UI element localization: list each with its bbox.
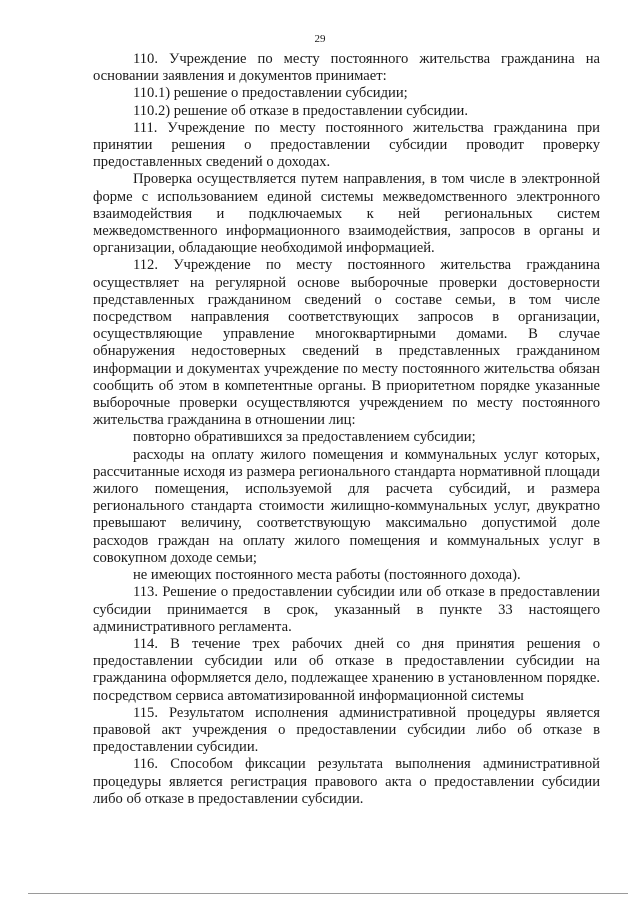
paragraph-114: 114. В течение трех рабочих дней со дня принятия решения о предоставлении субсидии или об отказе в предоставлении субсидии на гражданина оформляется дело, подлежащее хранению в установленном порядке. посредством сервиса автоматизированной информационной системы <box>93 635 600 704</box>
document-body <box>93 51 600 808</box>
paragraph-112-item-expenses: расходы на оплату жилого помещения и коммунальных услуг которых, рассчитанные исходя из размера регионального стандарта нормативной площади жилого помещения, используемой для расчета субсидий, и размера регионального стандарта стоимости жилищно-коммунальных услуг, двукратно превышают величину, соответствующую максимально допустимой доле расходов граждан на оплату жилого помещения и коммунальных услуг в совокупном доходе семьи; <box>93 446 600 566</box>
paragraph-112-item-repeat: повторно обратившихся за предоставлением субсидии; <box>133 429 476 446</box>
scan-edge-line <box>28 893 628 894</box>
paragraph-112-item-no-work: не имеющих постоянного места работы (постоянного дохода). <box>133 567 521 584</box>
page-number: 29 <box>314 33 326 45</box>
paragraph-112: 112. Учреждение по месту постоянного жительства гражданина осуществляет на регулярной основе выборочные проверки достоверности представленных гражданином сведений о составе семьи, в том числе посредством направления соответствующих запросов в организации, осуществляющие управление многоквартирными домами. В случае обнаружения недостоверных сведений в представленных гражданином информации и документах учреждение по месту постоянного жительства обязан сообщить об этом в компетентные органы. В приоритетном порядке указанные выборочные проверки осуществляются учреждением по месту постоянного жительства гражданина в отношении лиц: <box>93 257 600 429</box>
paragraph-116: 116. Способом фиксации результата выполнения административной процедуры является регистрация правового акта о предоставлении субсидии либо об отказе в предоставлении субсидии. <box>93 756 600 807</box>
paragraph-110-2: 110.2) решение об отказе в предоставлении субсидии. <box>133 102 468 119</box>
paragraph-110-1: 110.1) решение о предоставлении субсидии; <box>133 85 408 102</box>
paragraph-113: 113. Решение о предоставлении субсидии или об отказе в предоставлении субсидии принимается в срок, указанный в пункте 33 настоящего административного регламента. <box>93 584 600 635</box>
paragraph-111-check: Проверка осуществляется путем направления, в том числе в электронной форме с использованием единой системы межведомственного электронного взаимодействия и подключаемых к ней региональных систем межведомственного информационного взаимодействия, запросов в органы и организации, обладающие необходимой информацией. <box>93 171 600 257</box>
paragraph-110: 110. Учреждение по месту постоянного жительства гражданина на основании заявления и документов принимает: <box>93 51 600 85</box>
paragraph-111: 111. Учреждение по месту постоянного жительства гражданина при принятии решения о предоставлении субсидии проводит проверку предоставленных сведений о доходах. <box>93 119 600 171</box>
paragraph-115: 115. Результатом исполнения административной процедуры является правовой акт учреждения о предоставлении субсидии либо об отказе в предоставлении субсидии. <box>93 704 600 756</box>
